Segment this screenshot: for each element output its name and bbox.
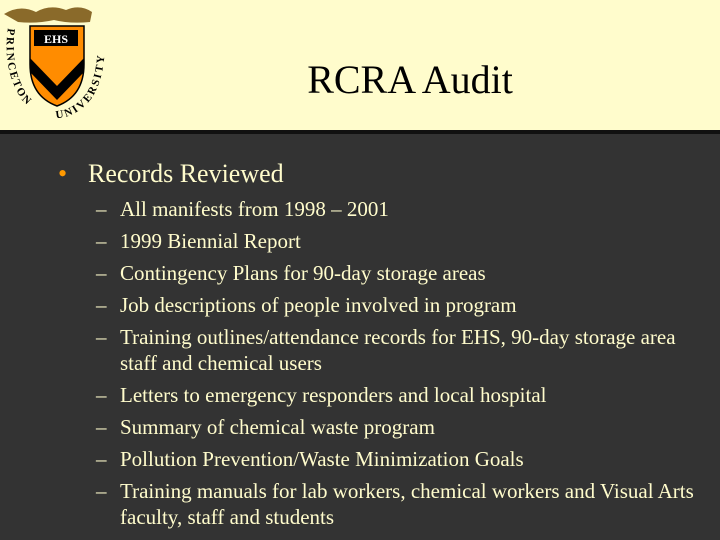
sub-bullet-item	[96, 260, 696, 286]
sub-bullet-marker: –	[96, 293, 107, 317]
sub-bullet-text: Letters to emergency responders and local hospital	[120, 383, 547, 407]
sub-bullet-text: Job descriptions of people involved in program	[120, 293, 517, 317]
sub-bullet-item	[96, 292, 696, 318]
sub-bullet-text: 1999 Biennial Report	[120, 229, 301, 253]
tiger-icon	[4, 7, 92, 22]
logo-arc-university: UNIVERSITY	[54, 52, 108, 122]
sub-bullet-text: Pollution Prevention/Waste Minimization Goals	[120, 447, 524, 471]
sub-bullet-text: Training outlines/attendance records for EHS, 90-day storage area staff and chemical users	[120, 325, 676, 375]
header-divider	[0, 130, 720, 134]
sub-bullet-marker: –	[96, 447, 107, 471]
sub-bullet-marker: –	[96, 383, 107, 407]
bullet-text: Records Reviewed	[88, 159, 284, 188]
sub-bullet-marker: –	[96, 415, 107, 439]
sub-bullet-text: Training manuals for lab workers, chemical workers and Visual Arts faculty, staff and students	[120, 479, 694, 529]
sub-bullet-marker: –	[96, 261, 107, 285]
sub-bullet-item	[96, 478, 696, 530]
sub-bullet-marker: –	[96, 479, 107, 503]
slide-title: RCRA Audit	[307, 57, 513, 102]
sub-bullet-item	[96, 382, 696, 408]
sub-bullet-item	[96, 414, 696, 440]
logo-arc-princeton: PRINCETON	[3, 27, 35, 109]
sub-bullet-text: All manifests from 1998 – 2001	[120, 197, 389, 221]
princeton-ehs-logo	[0, 0, 112, 122]
sub-bullet-marker: –	[96, 197, 107, 221]
sub-bullet-text: Contingency Plans for 90-day storage areas	[120, 261, 486, 285]
sub-bullet-marker: –	[96, 325, 107, 349]
sub-bullet-text: Summary of chemical waste program	[120, 415, 435, 439]
sub-bullet-marker: –	[96, 229, 107, 253]
sub-bullet-item	[96, 446, 696, 472]
sub-bullet-list	[96, 196, 696, 536]
sub-bullet-item	[96, 228, 696, 254]
logo-badge: EHS	[43, 32, 69, 46]
sub-bullet-item	[96, 324, 696, 376]
sub-bullet-item	[96, 196, 696, 222]
slide-header	[0, 0, 720, 130]
bullet-marker: •	[58, 159, 68, 188]
